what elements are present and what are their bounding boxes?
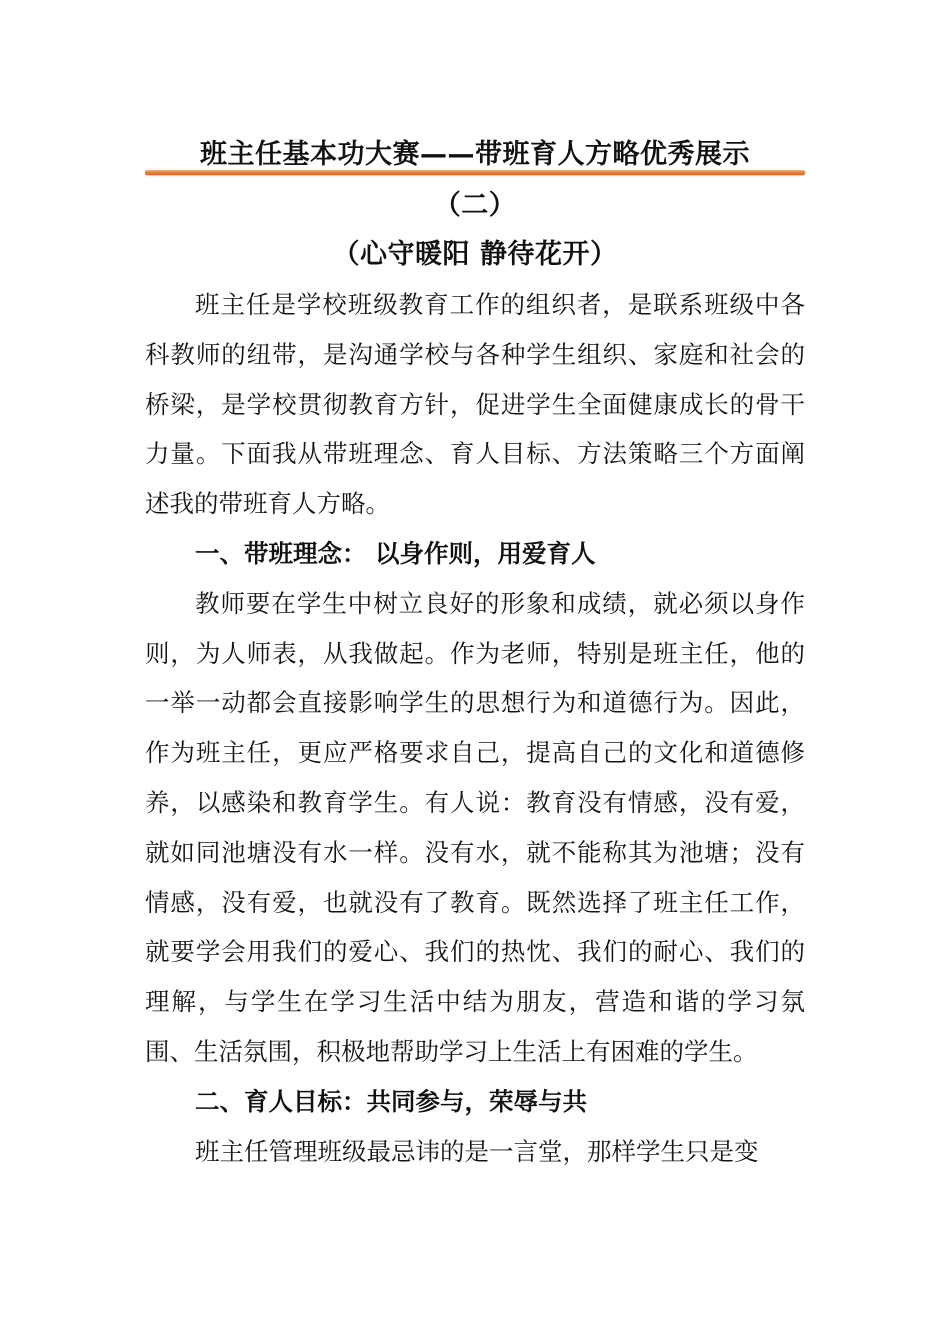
- document-title: 班主任基本功大赛——带班育人方略优秀展示: [200, 139, 750, 170]
- intro-paragraph: 班主任是学校班级教育工作的组织者，是联系班级中各科教师的纽带，是沟通学校与各种学生组织、家庭和社会的桥梁，是学校贯彻教育方针，促进学生全面健康成长的骨干力量。下面我从带班理念、育人目标、方法策略三个方面阐述我的带班育人方略。: [145, 290, 805, 519]
- document-subtitle-number: （二）: [433, 190, 517, 221]
- section-2-paragraph: 班主任管理班级最忌讳的是一言堂，那样学生只是变: [195, 1136, 759, 1166]
- title-underline: [145, 170, 805, 175]
- document-body: [145, 280, 805, 1176]
- section-heading-1: 一、带班理念： 以身作则，用爱育人: [195, 538, 596, 568]
- document-subtitle-theme: （心守暖阳 静待花开）: [332, 239, 618, 270]
- section-heading-2: 二、育人目标：共同参与，荣辱与共: [195, 1086, 587, 1116]
- section-1-paragraph: 教师要在学生中树立良好的形象和成绩，就必须以身作则，为人师表，从我做起。作为老师，特别是班主任，他的一举一动都会直接影响学生的思想行为和道德行为。因此，作为班主任，更应严格要求自己，提高自己的文化和道德修养，以感染和教育学生。有人说：教育没有情感，没有爱，就如同池塘没有水一样。没有水，就不能称其为池塘；没有情感，没有爱，也就没有了教育。既然选择了班主任工作，就要学会用我们的爱心、我们的热忱、我们的耐心、我们的理解，与学生在学习生活中结为朋友，营造和谐的学习氛围、生活氛围，积极地帮助学习上生活上有困难的学生。: [145, 588, 805, 1066]
